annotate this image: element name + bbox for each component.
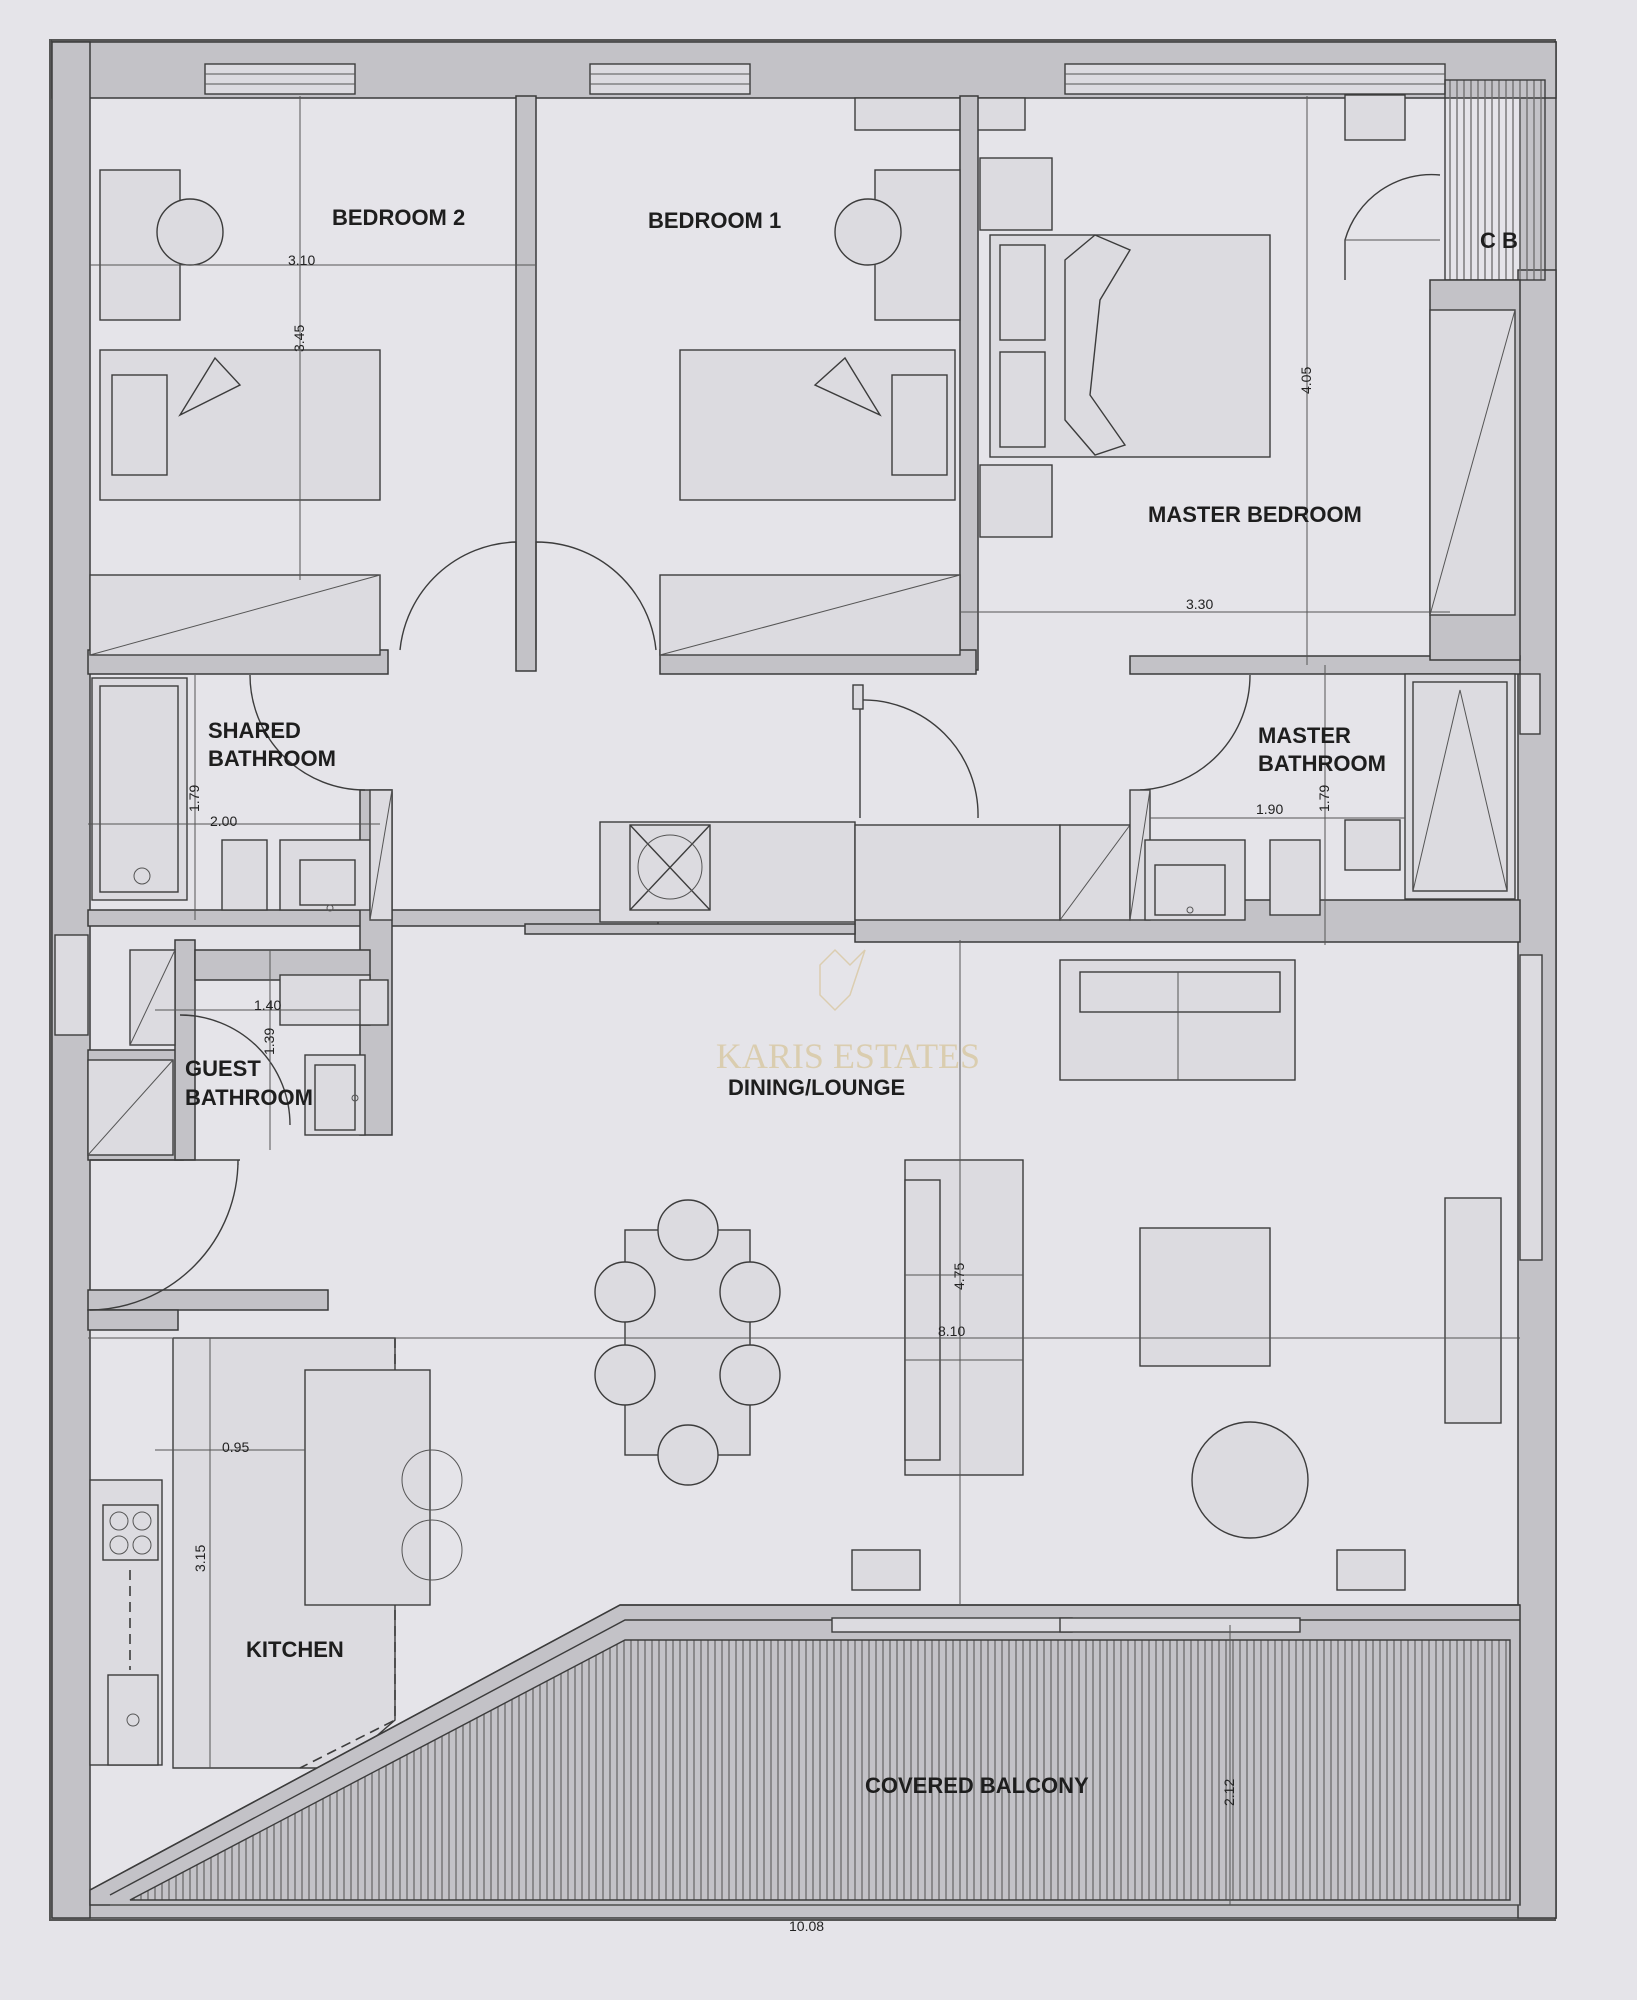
label-bedroom-1: BEDROOM 1 [648,208,782,233]
entrance-door [90,1160,240,1310]
interior-walls [88,96,1520,1330]
dim-guest-bath-width: 1.40 [254,997,282,1013]
dim-lounge-depth: 4.75 [951,1262,967,1290]
guest-bathroom-fixtures [55,935,388,1155]
dim-balcony-depth: 2.12 [1221,1778,1237,1806]
label-dining-lounge: DINING/LOUNGE [728,1075,906,1100]
dining-table [595,1200,780,1485]
label-master-bathroom-2: BATHROOM [1258,751,1386,776]
watermark-brand: KARIS ESTATES [715,1036,981,1076]
label-cupboard: C B [1480,228,1518,253]
dim-balcony-width: 10.08 [789,1918,825,1934]
dim-bedroom2-depth: 3.45 [291,324,307,352]
central-counter [600,822,1130,922]
label-kitchen: KITCHEN [246,1637,344,1662]
dim-master-bath-width: 1.90 [1256,801,1284,817]
label-master-bathroom-1: MASTER [1258,723,1351,748]
label-guest-bathroom-2: BATHROOM [185,1085,313,1110]
dim-master-bedroom-depth: 4.05 [1298,366,1314,394]
dim-master-bath-depth: 1.79 [1316,784,1332,812]
dim-kitchen-depth: 3.15 [192,1544,208,1572]
dim-master-bedroom-width: 3.30 [1186,596,1214,612]
dim-bedroom2-width: 3.10 [288,252,316,268]
kitchen-fixtures [90,1338,462,1768]
dim-guest-bath-depth: 1.39 [261,1027,277,1055]
dim-kitchen-gap: 0.95 [222,1439,250,1455]
master-bedroom-furniture [980,158,1270,537]
label-covered-balcony: COVERED BALCONY [865,1773,1089,1798]
shared-bathroom-fixtures [92,675,392,920]
dim-lounge-width: 8.10 [938,1323,966,1339]
label-guest-bathroom-1: GUEST [185,1056,261,1081]
master-bathroom-fixtures [1130,674,1540,920]
label-shared-bathroom-2: BATHROOM [208,746,336,771]
label-master-bedroom: MASTER BEDROOM [1148,502,1362,527]
label-shared-bathroom-1: SHARED [208,718,301,743]
dim-shared-bath-width: 2.00 [210,813,238,829]
watermark [716,950,980,1076]
label-bedroom-2: BEDROOM 2 [332,205,466,230]
dim-shared-bath-depth: 1.79 [186,784,202,812]
